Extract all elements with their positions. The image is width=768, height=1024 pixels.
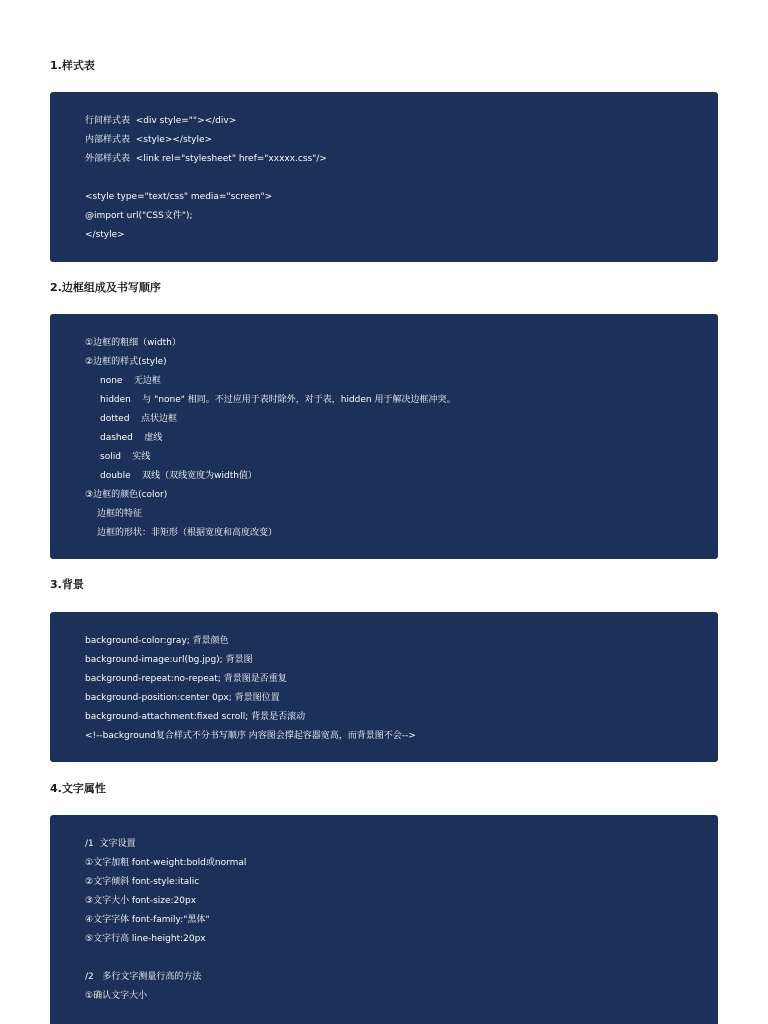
section-4-title: 4.文字属性 [50, 782, 106, 795]
code-line: <!--background复合样式不分书写顺序 内容图会撑起容器宽高，而背景图不会--> [85, 731, 416, 741]
code-line: 边框的特征 [97, 509, 143, 519]
section-1-code-block [50, 92, 718, 262]
code-line: double 双线（双线宽度为width值） [100, 471, 257, 481]
section-4-code-block [50, 815, 718, 1024]
code-line: <style type="text/css" media="screen"> [85, 192, 273, 202]
code-line: background-color:gray; 背景颜色 [85, 636, 229, 646]
code-line: ②边框的样式(style) [85, 357, 167, 367]
code-line: ③文字大小 font-size:20px [85, 896, 197, 906]
code-line: ⑤文字行高 line-height:20px [85, 934, 206, 944]
code-line: none 无边框 [100, 376, 161, 386]
code-line: ②文字倾斜 font-style:italic [85, 877, 200, 887]
code-line: background-position:center 0px; 背景图位置 [85, 693, 280, 703]
code-line: ①边框的粗细（width） [85, 338, 181, 348]
code-line: background-attachment:fixed scroll; 背景是否滚动 [85, 712, 306, 722]
code-line: 行间样式表 <div style=""></div> [85, 116, 237, 126]
section-3-title: 3.背景 [50, 578, 84, 591]
code-line: 内部样式表 <style></style> [85, 135, 213, 145]
code-line: ①确认文字大小 [85, 991, 148, 1001]
section-2-code-block [50, 314, 718, 559]
code-line [85, 949, 718, 968]
code-line: /2 多行文字测量行高的方法 [85, 972, 202, 982]
code-line: background-repeat:no-repeat; 背景图是否重复 [85, 674, 287, 684]
code-line: dotted 点状边框 [100, 414, 177, 424]
code-line: 外部样式表 <link rel="stylesheet" href="xxxxx.css"/> [85, 154, 327, 164]
code-line: dashed 虚线 [100, 433, 163, 443]
code-line: solid 实线 [100, 452, 151, 462]
section-2-title: 2.边框组成及书写顺序 [50, 281, 161, 294]
section-3-code-block [50, 612, 718, 762]
code-line: /1 文字设置 [85, 839, 136, 849]
code-line: ①文字加粗 font-weight:bold或normal [85, 858, 247, 868]
code-line: </style> [85, 230, 125, 240]
code-line: ③边框的颜色(color) [85, 490, 168, 500]
code-line: background-image:url(bg.jpg); 背景图 [85, 655, 253, 665]
section-1-title: 1.样式表 [50, 59, 95, 72]
code-line [85, 169, 718, 188]
code-line: ④文字字体 font-family:"黑体" [85, 915, 210, 925]
code-line: @import url("CSS文件"); [85, 211, 193, 221]
code-line: hidden 与 "none" 相同。不过应用于表时除外，对于表，hidden 用于解决边框冲突。 [100, 395, 456, 405]
code-line: 边框的形状：非矩形（根据宽度和高度改变） [97, 528, 278, 538]
